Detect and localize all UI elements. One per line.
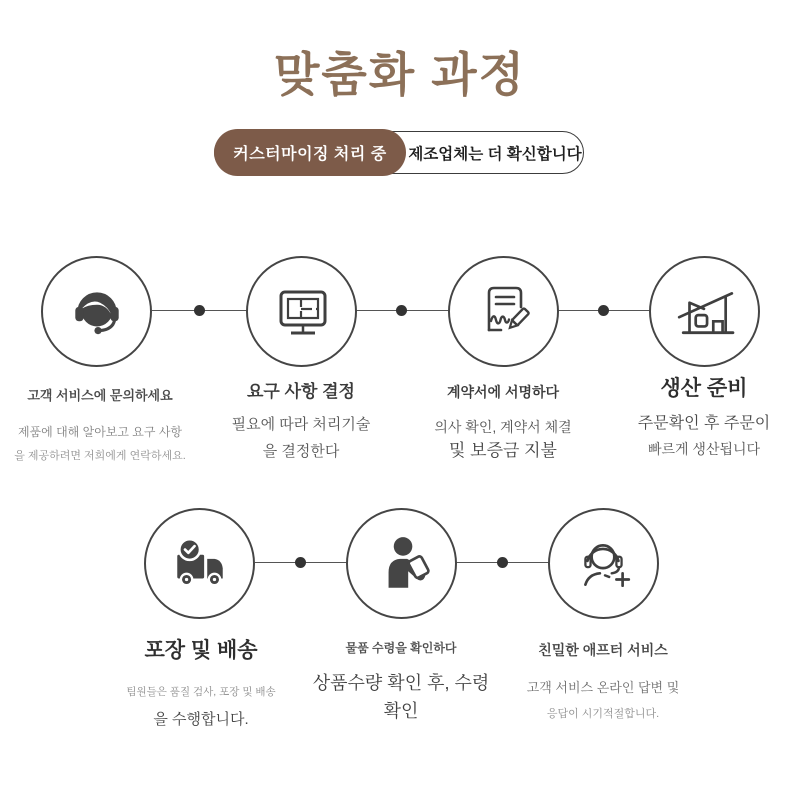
step-line: 응답이 시기적절합니다. bbox=[546, 707, 660, 720]
connector-dot bbox=[295, 557, 306, 568]
step-text-3 bbox=[411, 384, 595, 461]
step-title: 고객 서비스에 문의하세요 bbox=[27, 388, 173, 403]
step-line: 주문확인 후 주문이 bbox=[637, 415, 771, 433]
step-text-6 bbox=[299, 641, 503, 722]
step-line: 을 수행합니다. bbox=[153, 711, 249, 729]
step-title: 요구 사항 결정 bbox=[247, 382, 355, 401]
connector-dot bbox=[497, 557, 508, 568]
badge-right-label: 제조업체는 더 확신합니다 bbox=[408, 145, 582, 163]
person-reading-icon bbox=[371, 533, 433, 595]
step-circle-5 bbox=[144, 508, 255, 619]
step-line: 필요에 따라 처리기술 bbox=[231, 416, 371, 434]
step-text-4 bbox=[610, 376, 798, 459]
step-circle-7 bbox=[548, 508, 659, 619]
page-title: 맞춤화 과정 bbox=[273, 48, 527, 101]
monitor-floorplan-icon bbox=[272, 282, 332, 342]
process-badge bbox=[214, 129, 586, 176]
step-title: 생산 준비 bbox=[660, 377, 748, 400]
step-title: 포장 및 배송 bbox=[144, 639, 258, 662]
headset-agent-icon bbox=[66, 281, 128, 343]
connector-dot bbox=[598, 305, 609, 316]
step-line: 고객 서비스 온라인 답변 및 bbox=[526, 679, 680, 695]
connector-dot bbox=[194, 305, 205, 316]
step-text-7 bbox=[506, 642, 700, 722]
step-text-1 bbox=[8, 388, 192, 464]
step-text-2 bbox=[209, 381, 393, 462]
delivery-truck-icon bbox=[169, 533, 231, 595]
step-line: 빠르게 생산됩니다 bbox=[647, 441, 761, 458]
step-line: 을 제공하려면 저희에게 연락하세요. bbox=[14, 450, 186, 463]
step-title: 물품 수령을 확인하다 bbox=[345, 641, 457, 655]
step-line: 및 보증금 지불 bbox=[449, 441, 557, 460]
step-circle-4 bbox=[649, 256, 760, 367]
step-line: 의사 확인, 계약서 체결 bbox=[434, 418, 572, 435]
step-circle-6 bbox=[346, 508, 457, 619]
step-title: 친밀한 애프터 서비스 bbox=[538, 642, 668, 658]
step-line: 제품에 대해 알아보고 요구 사항 bbox=[17, 425, 183, 440]
step-circle-2 bbox=[246, 256, 357, 367]
step-line: 확인 bbox=[383, 700, 419, 721]
contract-pencil-icon bbox=[474, 282, 534, 342]
step-title: 계약서에 서명하다 bbox=[446, 384, 560, 400]
step-line: 상품수량 확인 후, 수령 bbox=[312, 673, 490, 693]
badge-left-label: 커스터마이징 처리 중 bbox=[214, 129, 406, 176]
step-circle-3 bbox=[448, 256, 559, 367]
step-text-5 bbox=[105, 638, 297, 730]
step-line: 팀원들은 품질 검사, 포장 및 배송 bbox=[126, 686, 276, 699]
connector-dot bbox=[396, 305, 407, 316]
step-circle-1 bbox=[41, 256, 152, 367]
step-line: 을 결정한다 bbox=[262, 443, 340, 460]
factory-icon bbox=[674, 281, 736, 343]
support-plus-icon bbox=[573, 533, 635, 595]
